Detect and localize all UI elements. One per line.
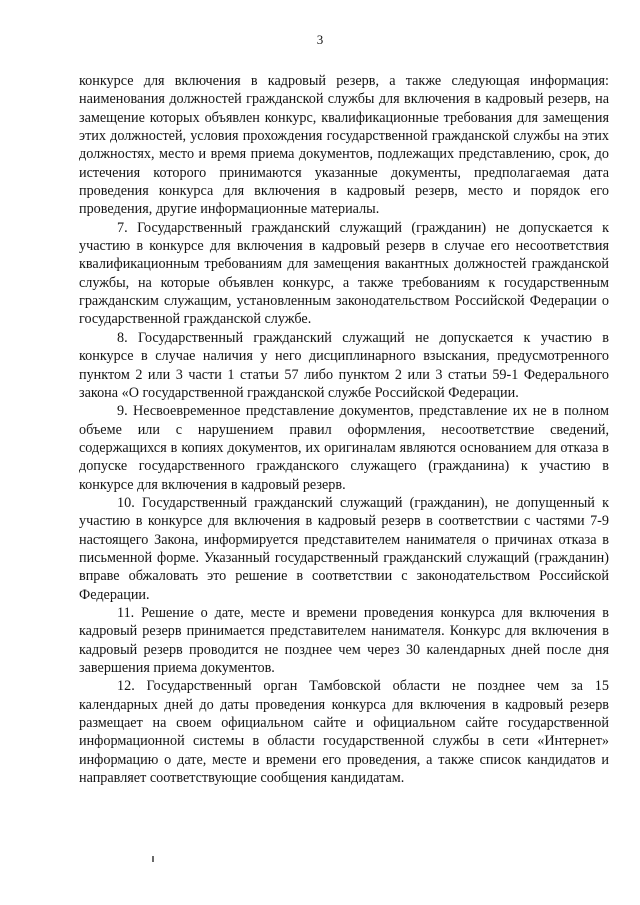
paragraph-10: 10. Государственный гражданский служащий (гражданин), не допущенный к участию в конкурсе для включения в кадровый резерв в соответствии с частями 7-9 настоящего Закона, информируется представителем нанимателя о причинах отказа в письменной форме. Указанный государственный гражданский служащий (гражданин) вправе обжаловать это решение в соответствии с законодательством Российской Федерации. [79,494,609,603]
paragraph-9: 9. Несвоевременное представление документов, представление их не в полном объеме или с нарушением правил оформления, несоответствие сведений, содержащихся в копиях документов, их оригиналам являются основанием для отказа в допуске государственного гражданского служащего (гражданина) к участию в конкурсе для включения в кадровый резерв. [79,403,609,493]
paragraph-7: 7. Государственный гражданский служащий (гражданин) не допускается к участию в конкурсе для включения в кадровый резерв в случае его несоответствия квалификационным требованиям для замещения вакантных должностей гражданской службы, на которые объявлен конкурс, а также требованиям к государственным гражданским служащим, установленным законодательством Российской Федерации о государственной гражданской службе. [79,219,609,328]
page-number: 3 [316,32,324,47]
paragraph-11: 11. Решение о дате, месте и времени проведения конкурса для включения в кадровый резерв принимается представителем нанимателя. Конкурс для включения в кадровый резерв проводится не позднее чем через 30 календарных дней после дня завершения приема документов. [79,604,609,676]
paragraph-continuation: конкурсе для включения в кадровый резерв, а также следующая информация: наименования должностей гражданской службы для включения в кадровый резерв, на замещение которых объявлен конкурс, квалификационные требования для замещения этих должностей, условия прохождения государственной гражданской службы на этих должностях, место и время приема документов, подлежащих представлению, срок, до истечения которого принимаются указанные документы, предполагаемая дата проведения конкурса для включения в кадровый резерв, место и порядок его проведения, другие информационные материалы. [79,73,609,218]
paragraph-8: 8. Государственный гражданский служащий не допускается к участию в конкурсе в случае наличия у него дисциплинарного взыскания, предусмотренного пунктом 2 или 3 части 1 статьи 57 либо пунктом 2 или 3 статьи 59-1 Федерального закона «О государственной гражданской службе Российской Федерации. [79,329,609,401]
document-body [79,72,609,787]
scan-artifact-mark [152,856,154,862]
paragraph-12: 12. Государственный орган Тамбовской области не позднее чем за 15 календарных дней до даты проведения конкурса для включения в кадровый резерв размещает на своем официальном сайте и официальном сайте государственной информационной системы в области государственной службы в сети «Интернет» информацию о дате, месте и времени его проведения, а также список кандидатов и направляет соответствующие сообщения кандидатам. [79,678,609,787]
